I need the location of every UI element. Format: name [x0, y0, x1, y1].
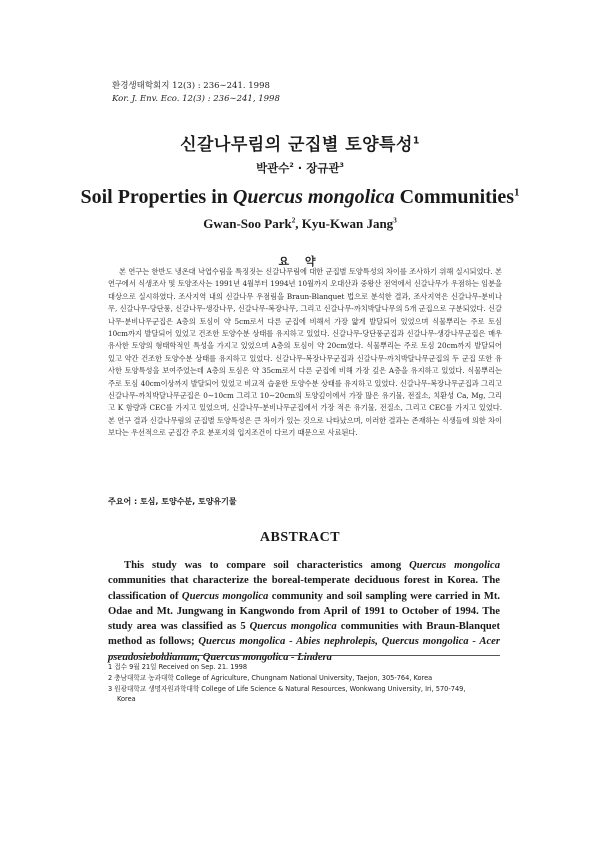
footnote-1: 1 접수 9월 21일 Received on Sep. 21. 1998	[108, 663, 248, 671]
author-1-korean-affil: 2	[289, 162, 294, 170]
journal-citation	[112, 80, 280, 105]
keywords: 주요어 : 토심, 토양수분, 토양유기물	[108, 497, 237, 506]
korean-title	[0, 130, 600, 155]
english-title-post: Communities	[394, 186, 515, 208]
author-1-english: Gwan-Soo Park	[203, 216, 292, 231]
footnote-3: 3 원광대학교 생명자원과학대학 College of Life Science & Natural Resources, Wonkwang University, Iri, 570-749,	[108, 684, 466, 693]
author-2-english-affil: 3	[393, 216, 397, 225]
abstract-text-4: communities with Braun-Blanquet method as follows;	[108, 621, 501, 648]
korean-abstract-heading: 요 약	[278, 255, 322, 268]
footnote-2: 2 충남대학교 농과대학 College of Agriculture, Chungnam National University, Taejon, 305-764, Korea	[108, 673, 433, 682]
journal-citation-english: Kor. J. Env. Eco. 12(3) : 236∼241, 1998	[112, 93, 280, 104]
english-title	[0, 186, 600, 209]
english-abstract-heading: ABSTRACT	[259, 530, 341, 545]
author-separator-english: ,	[295, 216, 302, 231]
author-separator: ·	[293, 161, 307, 175]
abstract-text-2: communities that characterize the boreal-temperate deciduous forest in Korea. The classification of	[108, 575, 500, 602]
author-2-korean: 장규관	[306, 161, 340, 175]
abstract-species-4: Quercus mongolica - Abies nephrolepis, Quercus mongolica - Acer pseudosieboldianum, Quercus mongolica - Lindera	[108, 636, 500, 663]
author-2-korean-affil: 3	[339, 162, 344, 170]
author-1-korean: 박관수	[256, 161, 290, 175]
abstract-species-3: Quercus mongolica	[249, 621, 337, 633]
author-2-english: Kyu-Kwan Jang	[301, 216, 394, 231]
footnotes	[108, 662, 508, 705]
english-title-pre: Soil Properties in	[80, 186, 233, 208]
korean-title-footnote-mark: 1	[412, 135, 420, 147]
korean-authors	[0, 160, 600, 176]
english-authors	[0, 216, 600, 232]
abstract-text-3: community and soil sampling were carried in Mt. Odae and Mt. Jungwang in Kangwondo from April of 1991 to October of 1994. The study area was classified as 5	[108, 590, 501, 633]
journal-citation-korean: 환경생태학회지 12(3) : 236∼241. 1998	[112, 81, 270, 91]
english-abstract-paragraph	[108, 558, 500, 665]
english-title-species: Quercus mongolica	[232, 186, 395, 208]
abstract-species-2: Quercus mongolica	[181, 590, 269, 602]
english-title-footnote-mark: 1	[514, 186, 520, 199]
footnote-3-continued: Korea	[117, 695, 136, 704]
korean-abstract	[108, 266, 502, 440]
english-abstract	[108, 558, 500, 665]
abstract-text-1: This study was to compare soil characteristics among	[124, 560, 410, 571]
abstract-species-1: Quercus mongolica	[409, 560, 500, 571]
korean-abstract-paragraph: 본 연구는 한반도 냉온대 낙엽수림을 특징짓는 신갈나무림에 대한 군집별 토양특성의 차이를 조사하기 위해 실시되었다. 본 연구에서 식생조사 및 토양조사는 1991년 4월부터 1994년 10월까지 오대산과 중왕산 전역에서 신갈나무가 우점하는 임분을 대상으로 실시하였다. 조사지역 내의 신갈나무 우점림을 Braun-Blanquet 법으로 분석한 결과, 조사지역은 신갈나무-분비나무, 신갈나무-당단풍, 신갈나무-생강나무, 신갈나무-복장나무, 그리고 신갈나무-까치박달나무의 5개 군집으로 구분되었다. 신갈나무-분비나무군집은 A층의 토심이 약 5cm로서 다른 군집에 비해서 가장 얇게 발달되어 있었으며 식물뿌리는 주로 토심 10cm까지 발달되어 있었고 건조한 토양수분 상태를 유지하고 있었다. 신갈나무-당단풍군집과 신갈나무-생강나무군집은 매우 유사한 토양의 형태학적인 특성을 가지고 있었으며 A층의 토심이 약 20cm였다. 식물뿌리는 주로 토심 20cm까지 발달되어 있고 약간 건조한 토양수분 상태를 유지하고 있었다. 신갈나무-복장나무군집과 신갈나무-까치박달나무군집의 두 군집 또한 유사한 토양특성을 보여주었는데 A층의 토심은 약 35cm로서 다른 군집에 비해 가장 깊은 A층을 유지하고 있었다. 식물뿌리는 주로 토심 40cm이상까지 발달되어 있었고 비교적 습윤한 토양수분 상태를 유지하고 있었다. 신갈나무-복장나무군집과 그리고 신갈나무-까치박달나무군집은 0∼10cm 그리고 10∼20cm의 토양깊이에서 가장 많은 유기물, 전질소, 치환성 Ca, Mg, 그리고 K 함량과 CEC를 가지고 있었으며, 신갈나무-분비나무군집에서 가장 적은 유기물, 전질소, 그리고 CEC를 가지고 있었다. 본 연구 결과 신갈나무림의 군집별 토양특성은 큰 차이가 있는 것으로 나타났으며, 이러한 결과는 존재하는 식생들에 의한 차이보다는 우선적으로 군집간 주요 분포지의 입지조건이 다르기 때문으로 사료된다.	[108, 267, 502, 438]
korean-title-text: 신갈나무림의 군집별 토양특성	[180, 135, 413, 155]
footnote-divider	[108, 655, 500, 656]
author-1-english-affil: 2	[291, 216, 296, 225]
